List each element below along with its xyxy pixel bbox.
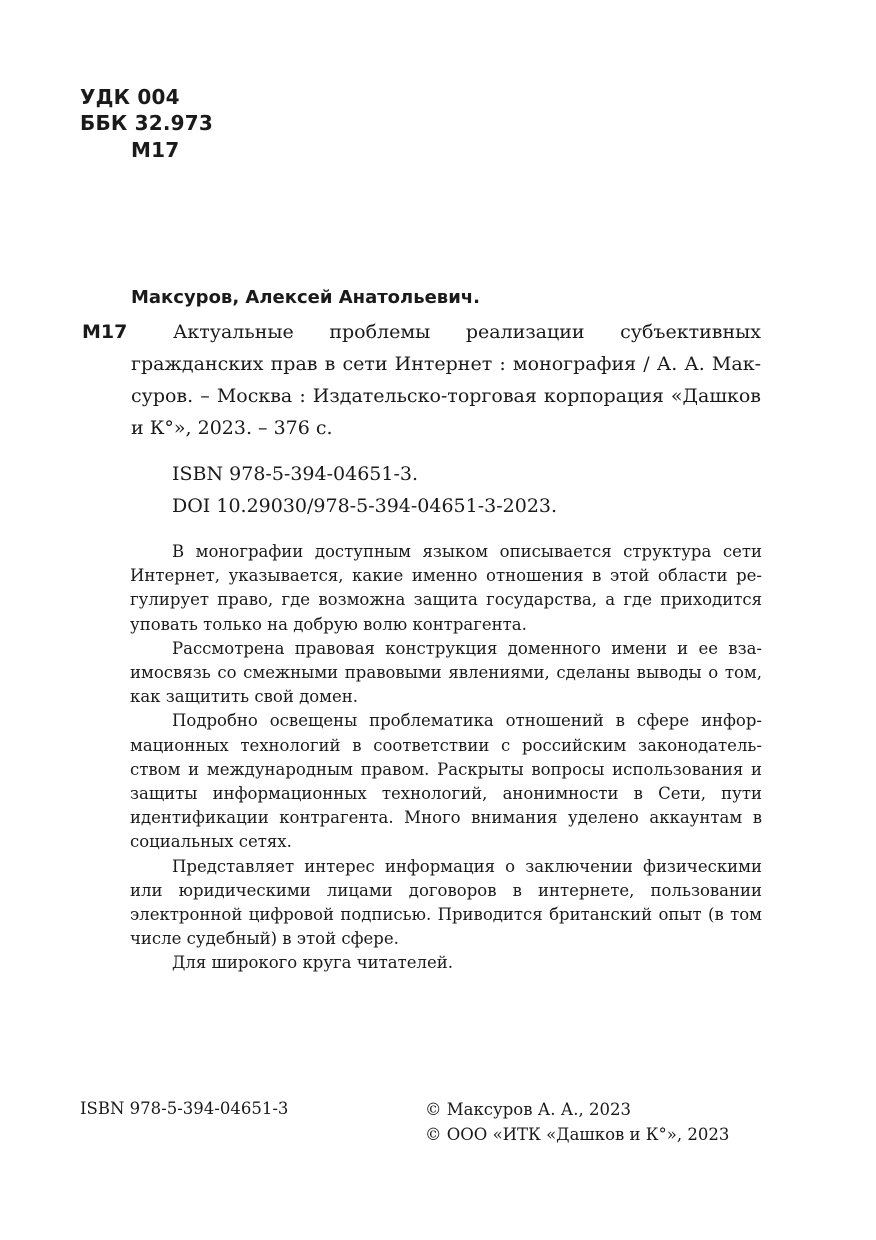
annotation-paragraph: В монографии доступным языком описывается структура сети Интернет, указывается, какие именно отношения в этой области регулирует право, где возможна защита государства, а где приходится уповать только на добрую волю контрагента. <box>130 542 762 634</box>
author-mark: М17 <box>131 138 180 162</box>
record-doi: DOI 10.29030/978-5-394-04651-3-2023. <box>172 495 558 517</box>
bbk-code: ББК 32.973 <box>80 111 213 135</box>
copyright-author: © Максуров А. А., 2023 <box>425 1100 631 1119</box>
annotation-paragraph: Подробно освещены проблематика отношений в сфере информационных технологий в соответствии с российским законодательством и международным правом. Раскрыты вопросы использования и защиты информационных технологий, анонимности в Сети, пути идентификации контрагента. Много внимания уделено аккаунтам в социальных сетях. <box>130 711 762 852</box>
copyright-publisher: © ООО «ИТК «Дашков и К°», 2023 <box>425 1125 730 1144</box>
udk-code: УДК 004 <box>80 85 180 109</box>
record-author-mark: М17 <box>82 321 128 343</box>
annotation <box>130 540 762 976</box>
author-heading: Максуров, Алексей Анатольевич. <box>131 287 481 308</box>
bibliographic-description: Актуальные проблемы реализации субъективных гражданских прав в сети Интернет : монография / А. А. Максуров. – Москва : Издательско-торговая корпорация «Дашков и К°», 2023. – 376 с. <box>131 321 761 439</box>
copyright-block <box>425 1097 729 1147</box>
annotation-paragraph: Рассмотрена правовая конструкция доменного имени и ее взаимосвязь со смежными правовыми явлениями, сделаны выводы о том, как защитить свой домен. <box>130 638 762 707</box>
footer-isbn: ISBN 978-5-394-04651-3 <box>80 1099 289 1118</box>
annotation-paragraph: Для широкого круга читателей. <box>172 953 454 973</box>
identifiers <box>172 458 557 522</box>
record-isbn: ISBN 978-5-394-04651-3. <box>172 463 419 485</box>
annotation-paragraph: Представляет интерес информация о заключении физическими или юридическими лицами договоров в интернете, пользовании электронной цифровой подписью. Приводится британский опыт (в том числе судебный) в этой сфере. <box>130 856 762 949</box>
